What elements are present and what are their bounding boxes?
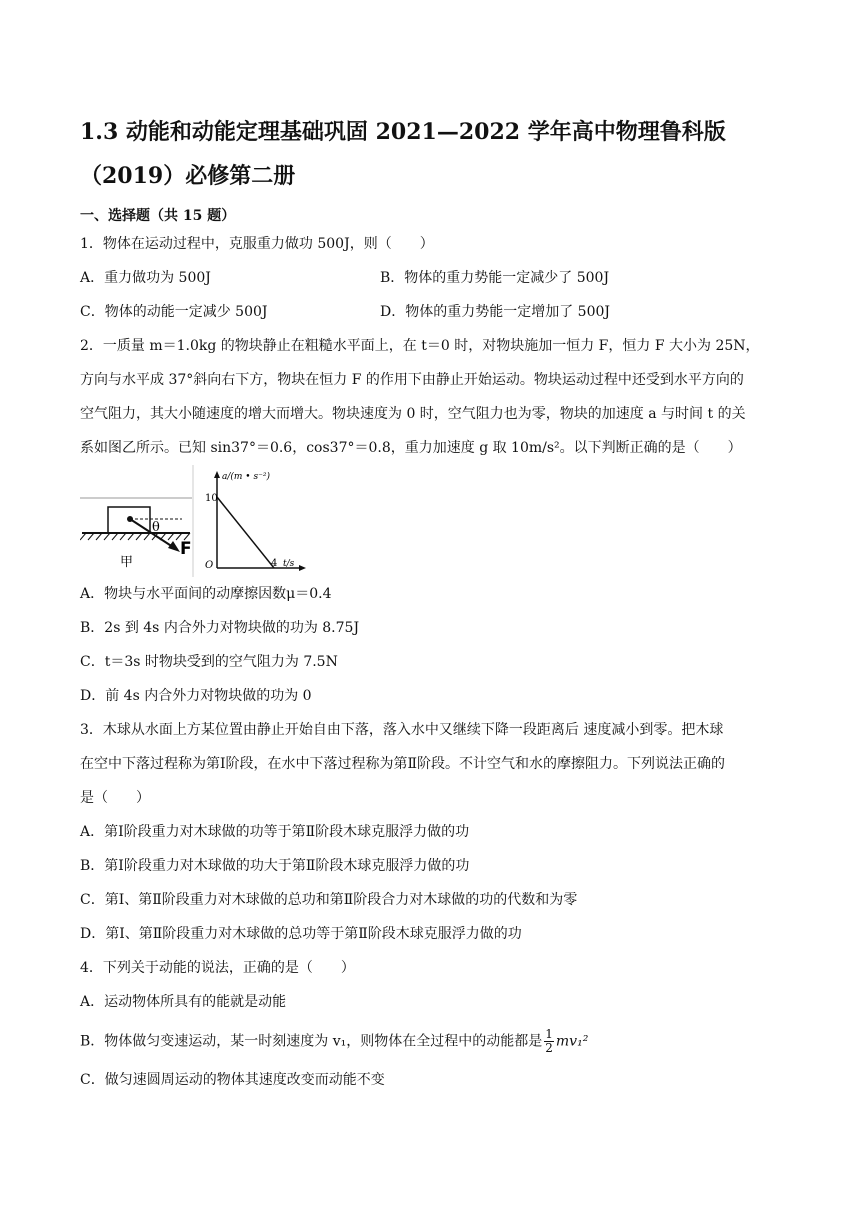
question-2-line-1: 2．一质量 m＝1.0kg 的物块静止在粗糙水平面上，在 t＝0 时，对物块施加一恒力 F，恒力 F 大小为 25N， xyxy=(80,338,760,354)
section-heading: 一、选择题（共 15 题） xyxy=(80,208,236,224)
x-axis-arrow xyxy=(299,565,306,571)
question-2-line-2: 方向与水平成 37°斜向右下方，物块在恒力 F 的作用下由静止开始运动。物块运动过程中还受到水平方向的 xyxy=(80,372,744,388)
question-3-option-b: B．第Ⅰ阶段重力对木球做的功大于第Ⅱ阶段木球克服浮力做的功 xyxy=(80,858,470,874)
question-4-option-b-text: B．物体做匀变速运动，某一时刻速度为 v₁，则物体在全过程中的动能都是 xyxy=(80,1033,543,1050)
figure-jia xyxy=(80,498,192,570)
question-2-figure xyxy=(80,465,320,577)
question-4-option-a: A．运动物体所具有的能就是动能 xyxy=(80,994,287,1010)
question-3-option-d: D．第Ⅰ、第Ⅱ阶段重力对木球做的总功等于第Ⅱ阶段木球克服浮力做的功 xyxy=(80,926,522,942)
question-3-option-a: A．第Ⅰ阶段重力对木球做的功等于第Ⅱ阶段木球克服浮力做的功 xyxy=(80,824,470,840)
kinetic-energy-expression: mv₁² xyxy=(555,1033,589,1050)
figure-jia-label: 甲 xyxy=(120,555,134,570)
question-4-option-c: C．做匀速圆周运动的物体其速度改变而动能不变 xyxy=(80,1072,385,1088)
question-2-option-b: B．2s 到 4s 内合外力对物块做的功为 8.75J xyxy=(80,620,360,636)
x-tick-label: 4 xyxy=(271,558,278,569)
document-title: 1.3 动能和动能定理基础巩固 2021—2022 学年高中物理鲁科版（2019）必修第二册 xyxy=(80,119,726,189)
angle-label: θ xyxy=(152,520,160,535)
question-3-line-1: 3．木球从水面上方某位置由静止开始自由下落，落入水中又继续下降一段距离后 速度减小到零。把木球 xyxy=(80,722,724,738)
question-1-option-d: D．物体的重力势能一定增加了 500J xyxy=(380,304,611,320)
question-3-option-c: C．第Ⅰ、第Ⅱ阶段重力对木球做的总功和第Ⅱ阶段合力对木球做的功的代数和为零 xyxy=(80,892,578,908)
question-3-line-2: 在空中下落过程称为第Ⅰ阶段，在水中下落过程称为第Ⅱ阶段。不计空气和水的摩擦阻力。下列说法正确的 xyxy=(80,756,726,772)
y-axis-label: a/(m • s⁻²) xyxy=(222,472,270,482)
fraction-one-half: $\frac{1}{2}$ xyxy=(545,1027,553,1055)
ground-hatching xyxy=(80,533,190,540)
force-arrow-head xyxy=(168,541,180,552)
question-2-option-a: A．物块与水平面间的动摩擦因数μ＝0.4 xyxy=(80,586,332,602)
question-2-option-c: C．t＝3s 时物块受到的空气阻力为 7.5N xyxy=(80,654,338,670)
question-1-option-c: C．物体的动能一定减少 500J xyxy=(80,304,268,320)
question-4-option-b xyxy=(80,1028,588,1055)
question-2-line-3: 空气阻力，其大小随速度的增大而增大。物块速度为 0 时，空气阻力也为零，物块的加速度 a 与时间 t 的关 xyxy=(80,406,746,422)
question-1-option-a: A．重力做功为 500J xyxy=(80,270,211,286)
origin-label: O xyxy=(205,560,214,571)
question-1-option-b: B．物体的重力势能一定减少了 500J xyxy=(380,270,610,286)
force-label: F xyxy=(180,539,192,559)
question-3-line-3: 是（ ） xyxy=(80,790,150,806)
y-tick-label: 10 xyxy=(205,493,218,504)
x-axis-label: t/s xyxy=(283,559,295,569)
acceleration-line xyxy=(217,497,274,568)
figure-graph xyxy=(193,465,306,577)
question-2-line-4: 系如图乙所示。已知 sin37°＝0.6，cos37°＝0.8，重力加速度 g 取 10m/s²。以下判断正确的是（ ） xyxy=(80,440,742,456)
question-1-stem: 1．物体在运动过程中，克服重力做功 500J，则（ ） xyxy=(80,236,434,252)
y-axis-arrow xyxy=(214,471,220,478)
question-2-option-d: D．前 4s 内合外力对物块做的功为 0 xyxy=(80,688,312,704)
question-4-stem: 4．下列关于动能的说法，正确的是（ ） xyxy=(80,960,355,976)
